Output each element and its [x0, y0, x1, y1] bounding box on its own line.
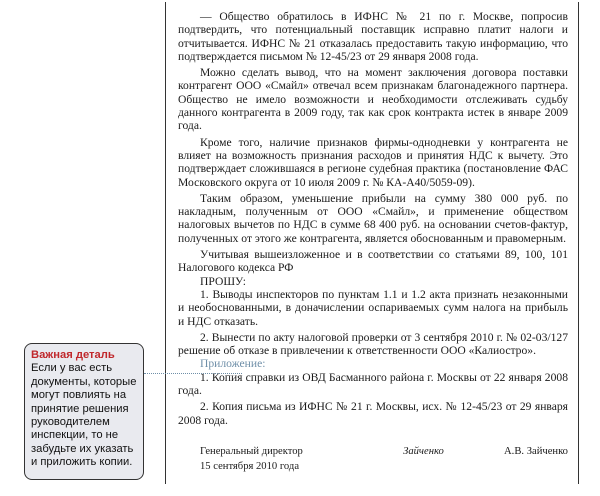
- document-page: [165, 2, 579, 484]
- signature-line: [178, 445, 568, 458]
- paragraph-4: Таким образом, уменьшение прибыли на сумму 380 000 руб. по накладным, полученным от ООО «Смайл», и применение обществом налоговых вычетов по НДС в сумме 68 400 руб. на основании счетов-фактур, полученных от этого же контрагента, является обоснованным и правомерным.: [178, 191, 568, 245]
- paragraph-2: Можно сделать вывод, что на момент заключения договора поставки контрагент ООО «Смайл» отвечал всем признакам благонадежного партнера. Общество не имело возможности и необходимости отслеживать судьбу данного контрагента в 2009 году, так как срок контракта истек в январе 2009 года.: [178, 66, 568, 133]
- attachment-1: 1. Копия справки из ОВД Басманного района г. Москвы от 22 января 2008 года.: [178, 370, 568, 398]
- attachment-title: Приложение:: [200, 357, 266, 371]
- callout-title: Важная деталь: [31, 349, 115, 361]
- paragraph-3: Кроме того, наличие признаков фирмы-однодневки у контрагента не влияет на возможность признания расходов и принятия НДС к вычету. Это подтверждает сложившаяся в регионе судебная практика (постановление ФАС Московского округа от 10 июля 2009 г. № КА-А40/5059-09).: [178, 135, 568, 189]
- attachment-2: 2. Копия письма из ИФНС № 21 г. Москвы, исх. № 12-45/23 от 29 января 2008 года.: [178, 400, 568, 427]
- callout-connector: [144, 373, 242, 374]
- paragraph-1: — Общество обратилось в ИФНС № 21 по г. Москве, попросив подтвердить, что потенциальный поставщик исправно платит налоги и отчитывается. ИФНС № 21 отказалась предоставить такую информацию, что подтверждается письмом № 12-45/23 от 29 января 2008 года.: [178, 10, 568, 63]
- paragraph-5: Учитывая вышеизложенное и в соответствии со статьями 89, 100, 101 Налогового кодекса РФ: [178, 248, 568, 275]
- signature-date: 15 сентября 2010 года: [200, 461, 300, 473]
- callout-text: Если у вас есть документы, которые могут повлиять на принятие решения руководителем инспекции, то не забудьте их указать и приложить копии.: [31, 362, 137, 469]
- signature-name: А.В. Зайченко: [504, 445, 568, 457]
- request-title: ПРОШУ:: [200, 274, 247, 288]
- handwritten-signature: Зайченко: [403, 445, 444, 457]
- request-1: 1. Выводы инспекторов по пунктам 1.1 и 1.2 акта признать незаконными и необоснованными, в доначислении оспариваемых сумм налога на прибыль и НДС отказать.: [178, 287, 568, 328]
- signature-position: Генеральный директор: [200, 445, 303, 457]
- callout-box: [24, 343, 144, 480]
- request-2: 2. Вынести по акту налоговой проверки от 3 сентября 2010 г. № 02-03/127 решение об отказе в привлечении к ответственности ООО «Калиостро».: [178, 330, 568, 358]
